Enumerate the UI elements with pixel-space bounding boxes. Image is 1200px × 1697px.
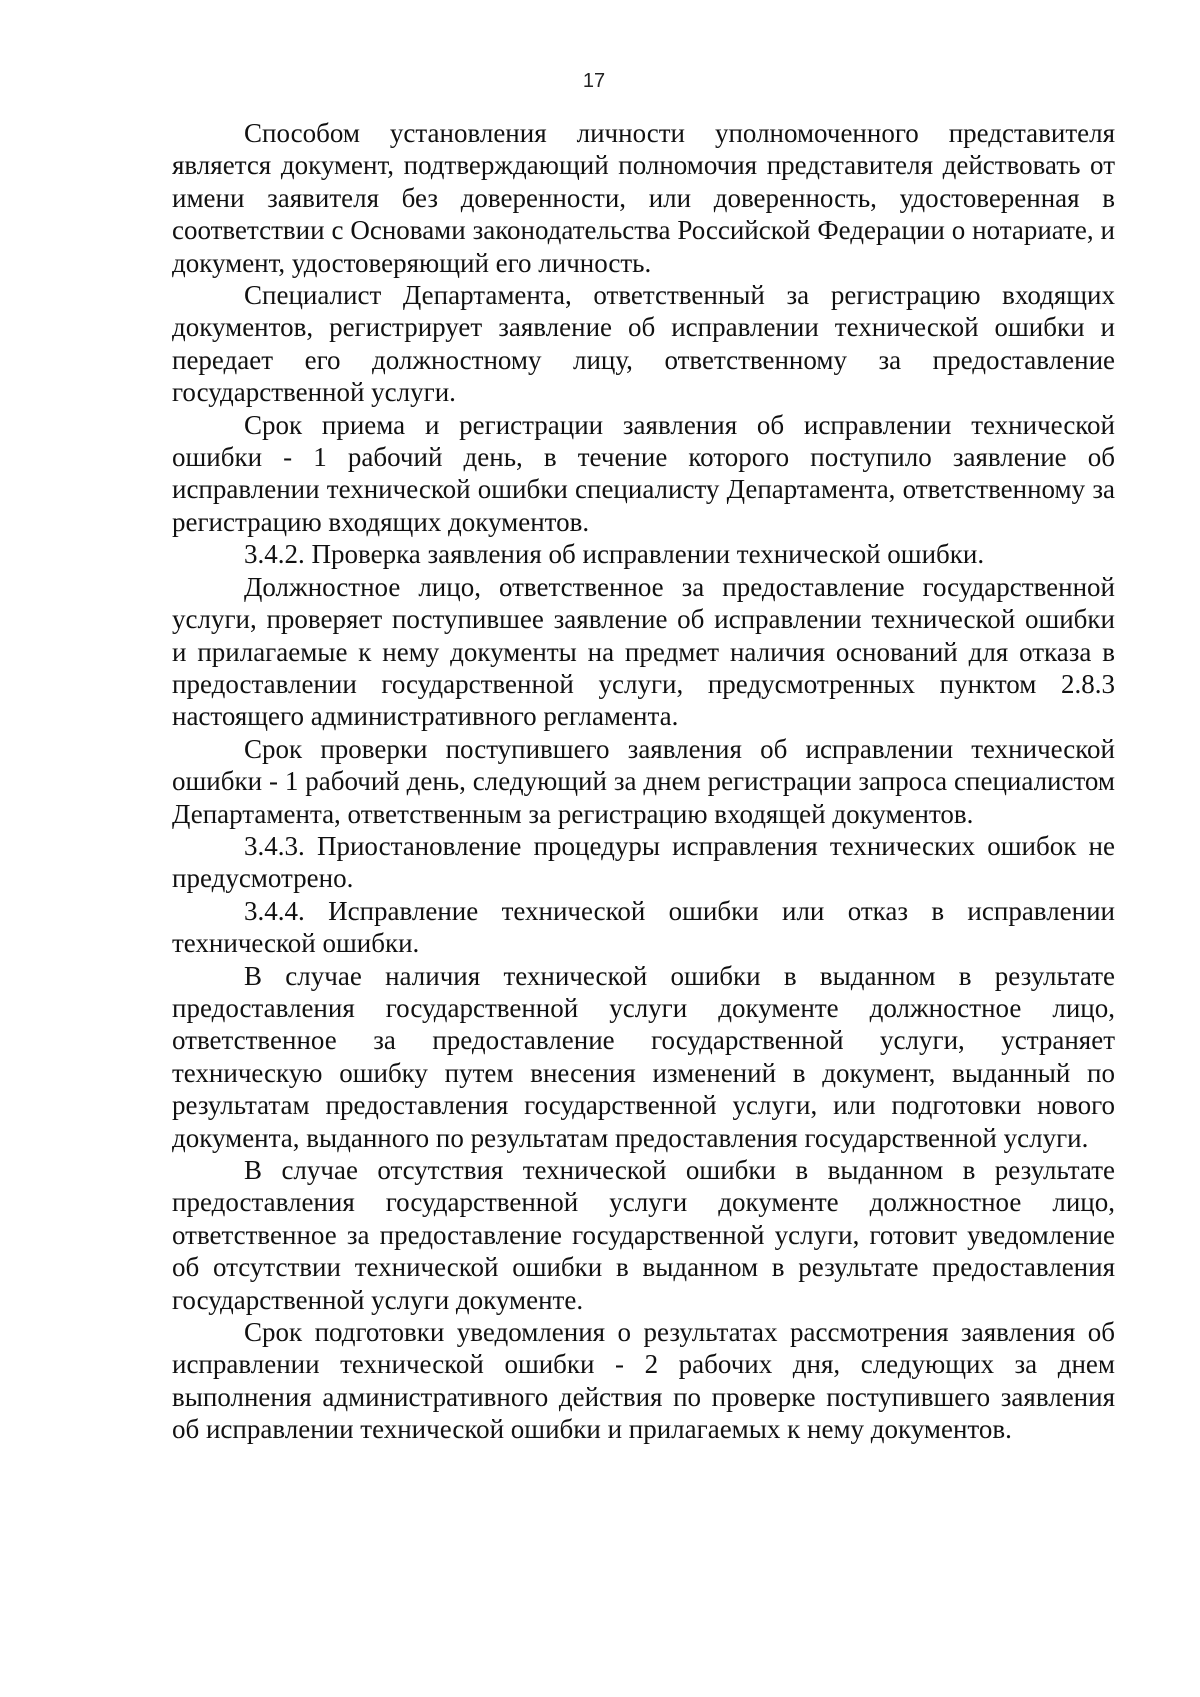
paragraph-error-absent: В случае отсутствия технической ошибки в выданном в результате предоставления государственной услуги документе должностное лицо, ответственное за предоставление государственной услуги, готовит уведомление об отсутствии технической ошибки в выданном в результате предоставления государственной услуги документе. xyxy=(172,1155,1115,1315)
section-heading-3-4-2: 3.4.2. Проверка заявления об исправлении технической ошибки. xyxy=(244,539,985,570)
section-heading-3-4-3: 3.4.3. Приостановление процедуры исправления технических ошибок не предусмотрено. xyxy=(172,830,1115,894)
page-number: 17 xyxy=(582,70,606,92)
paragraph-check-term: Срок проверки поступившего заявления об исправлении технической ошибки - 1 рабочий день, следующий за днем регистрации запроса специалистом Департамента, ответственным за регистрацию входящей документов. xyxy=(172,733,1115,829)
section-heading-3-4-4: 3.4.4. Исправление технической ошибки или отказ в исправлении технической ошибки. xyxy=(172,895,1115,959)
document-body xyxy=(172,117,1115,1446)
paragraph-representative-identity: Способом установления личности уполномоченного представителя является документ, подтверждающий полномочия представителя действовать от имени заявителя без доверенности, или доверенность, удостоверенная в соответствии с Основами законодательства Российской Федерации о нотариате, и документ, удостоверяющий его личность. xyxy=(172,118,1115,278)
paragraph-registration-specialist: Специалист Департамента, ответственный за регистрацию входящих документов, регистрирует заявление об исправлении технической ошибки и передает его должностному лицу, ответственному за предоставление государственной услуги. xyxy=(172,280,1115,408)
paragraph-notification-term: Срок подготовки уведомления о результатах рассмотрения заявления об исправлении технической ошибки - 2 рабочих дня, следующих за днем выполнения административного действия по проверке поступившего заявления об исправлении технической ошибки и прилагаемых к нему документов. xyxy=(172,1317,1115,1445)
paragraph-official-check: Должностное лицо, ответственное за предоставление государственной услуги, проверяет поступившее заявление об исправлении технической ошибки и прилагаемые к нему документы на предмет наличия оснований для отказа в предоставлении государственной услуги, предусмотренных пунктом 2.8.3 настоящего административного регламента. xyxy=(172,571,1115,732)
paragraph-error-present: В случае наличия технической ошибки в выданном в результате предоставления государственной услуги документе должностное лицо, ответственное за предоставление государственной услуги, устраняет техническую ошибку путем внесения изменений в документ, выданный по результатам предоставления государственной услуги, или подготовки нового документа, выданного по результатам предоставления государственной услуги. xyxy=(172,960,1115,1153)
paragraph-registration-term: Срок приема и регистрации заявления об исправлении технической ошибки - 1 рабочий день, в течение которого поступило заявление об исправлении технической ошибки специалисту Департамента, ответственному за регистрацию входящих документов. xyxy=(172,409,1115,537)
